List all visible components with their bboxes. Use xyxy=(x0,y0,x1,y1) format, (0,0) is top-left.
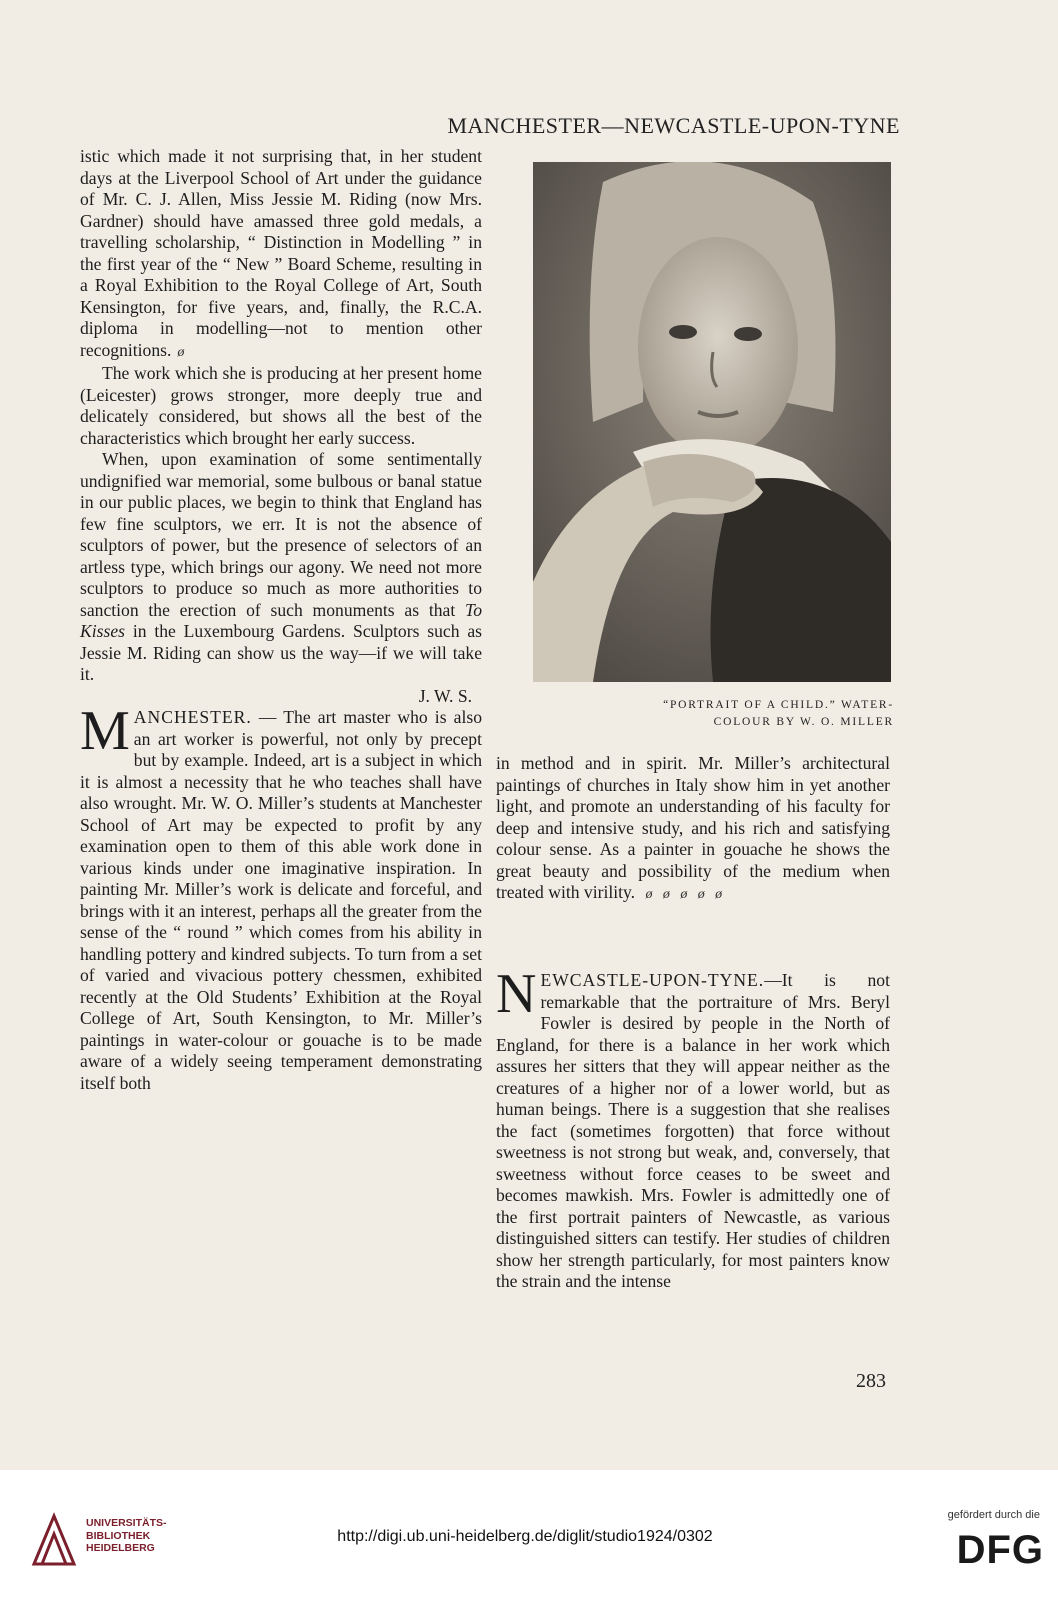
leaf-ornament-icon: ø xyxy=(662,887,670,902)
library-logo-icon xyxy=(30,1512,78,1568)
right-column-upper xyxy=(496,753,890,906)
source-url-link[interactable]: http://digi.ub.uni-heidelberg.de/diglit/studio1924/0302 xyxy=(337,1528,713,1545)
figure-caption: “PORTRAIT OF A CHILD.” WATER- COLOUR BY W. O. MILLER xyxy=(663,699,894,728)
newcastle-dropcap: N xyxy=(496,963,537,1025)
leaf-ornament-icon: ø xyxy=(715,887,723,902)
article-signature: J. W. S. xyxy=(418,685,472,706)
right-column-lower xyxy=(496,963,890,1293)
leaf-ornament-icon: ø xyxy=(680,887,688,902)
leaf-ornament-icon: ø xyxy=(177,344,185,360)
newcastle-heading: EWCASTLE-UPON-TYNE. xyxy=(540,970,765,990)
manchester-continuation: in method and in spirit. Mr. Miller’s architectural paintings of churches in Italy show him in yet another light, and promote an understanding of his faculty for deep and intensive study, and his rich and satisfying colour sense. As a painter in gouache he shows the great beauty and possibility of the medium when treated with virility. ø ø ø ø ø xyxy=(496,753,890,906)
manchester-paragraph: MANCHESTER. — The art master who is also an art worker is powerful, not only by precept but by example. Indeed, art is a subject in which it is almost a necessity that he who teaches shall have also wrought. Mr. W. O. Miller’s students at Manchester School of Art may be expected to profit by any examination open to them of this able work done in various kinds under one imaginative inspiration. In painting Mr. Miller’s work is delicate and forceful, and brings with it an interest, perhaps all the greater from the sense of the “ round ” which comes from his ability in handling pottery and kindred subjects. To turn from a set of varied and vivacious pottery chessmen, exhibited recently at the Old Students’ Exhibition at the Royal College of Art, South Kensington, to Mr. Miller’s paintings in water-colour or gouache is to be made aware of a widely seeing temperament demonstrating itself both xyxy=(80,700,482,1093)
dfg-logo: DFG xyxy=(956,1528,1044,1572)
riding-paragraph-1: istic which made it not surprising that, in her student days at the Liverpool School of Art under the guidance of Mr. C. J. Allen, Miss Jessie M. Riding (now Mrs. Gardner) should have amassed three gold medals, a travelling scholarship, “ Distinction in Modelling ” in the first year of the “ New ” Board Scheme, resulting in a Royal Exhibition to the Royal College of Art, South Kensington, for five years, and, finally, the R.C.A. diploma in modelling—not to mention other recognitions. ø xyxy=(80,146,482,363)
newcastle-paragraph: NEWCASTLE-UPON-TYNE.—It is not remarkable that the portraiture of Mrs. Beryl Fowler is desired by people in the North of England, for there is a balance in her work which assures her sitters that they will appear neither as the creatures of a higher nor of a lower world, but as human beings. There is a suggestion that she realises the fact (sometimes forgotten) that force without sweetness is not strong but weak, and, conversely, that sweetness without force ceases to be sweet and becomes mawkish. Mrs. Fowler is admittedly one of the first portrait painters of Newcastle, as various distinguished sitters can testify. Her studies of children show her strength particularly, for most painters know the strain and the intense xyxy=(496,963,890,1291)
page-number: 283 xyxy=(856,1370,886,1392)
leaf-ornament-icon: ø xyxy=(697,887,705,902)
riding-paragraph-3: When, upon examination of some sentimentally undignified war memorial, some bulbous or banal statue in our public places, we begin to think that England has few fine sculptors, we err. It is not the absence of sculptors of power, but the presence of selectors of an artless type, which brings our agony. We need not more sculptors to produce so much as more authorities to sanction the erection of such monuments as that To Kisses in the Luxembourg Gardens. Sculptors such as Jessie M. Riding can show us the way—if we will take it. xyxy=(80,449,482,684)
manchester-heading: ANCHESTER. xyxy=(133,707,252,727)
riding-paragraph-2: The work which she is producing at her present home (Leicester) grows stronger, more deeply true and delicately considered, but shows all the best of the characteristics which brought her early success. xyxy=(80,363,482,448)
manchester-dropcap: M xyxy=(80,700,130,762)
running-head: MANCHESTER—NEWCASTLE-UPON-TYNE xyxy=(447,113,900,138)
leaf-ornament-icon: ø xyxy=(645,887,653,902)
library-name: UNIVERSITÄTS- BIBLIOTHEK HEIDELBERG xyxy=(86,1517,167,1554)
funding-note: gefördert durch die xyxy=(947,1509,1040,1521)
portrait-illustration xyxy=(533,162,891,682)
sculpture-title: To Kisses xyxy=(80,599,482,641)
left-column xyxy=(80,146,482,1094)
portrait-of-child-image xyxy=(533,162,891,682)
